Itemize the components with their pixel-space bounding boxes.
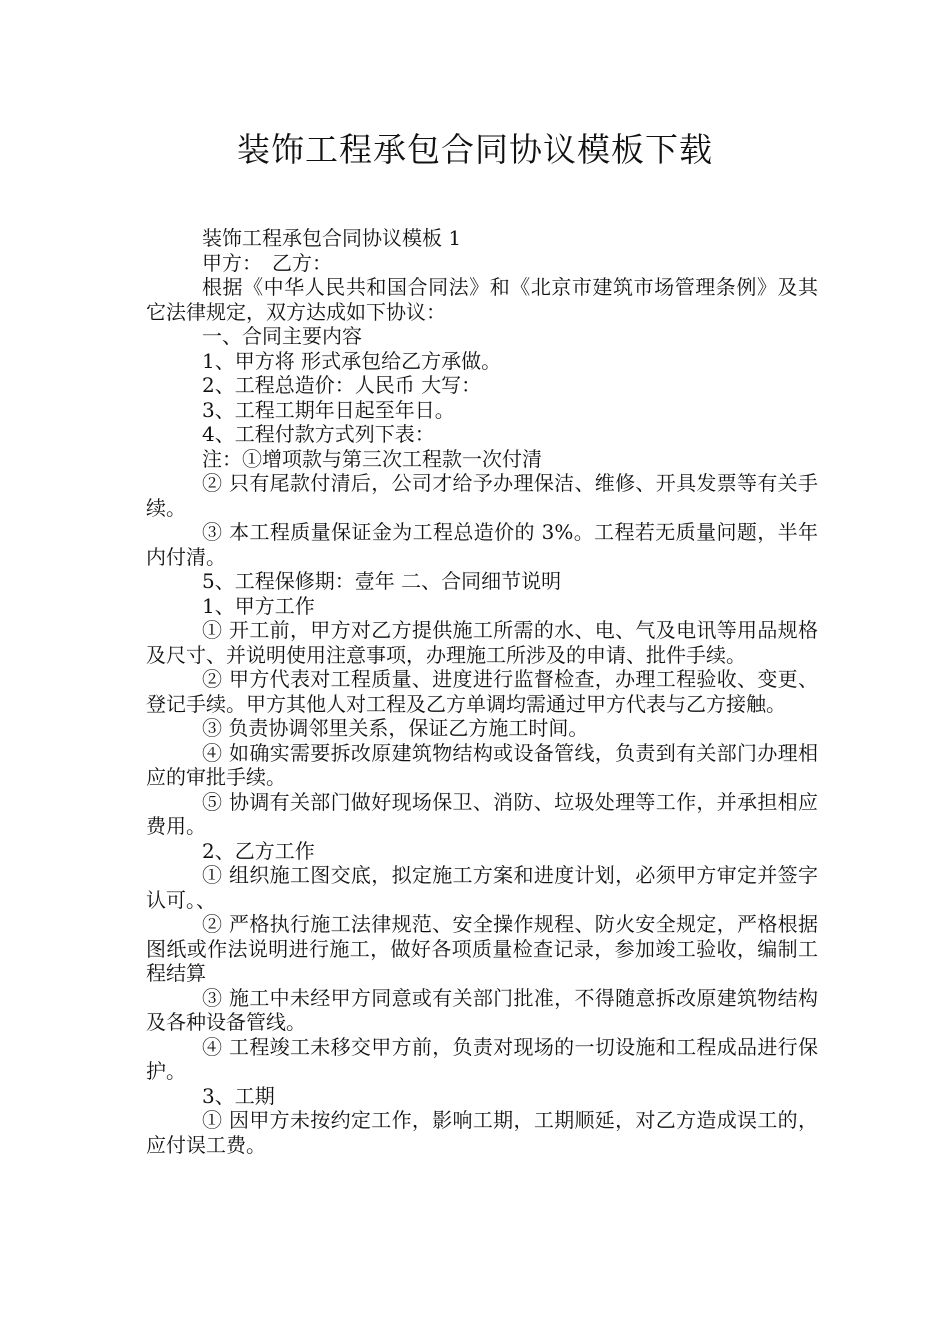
subheading-party-a-work: 1、甲方工作 xyxy=(202,593,315,618)
clause-duration: 3、工程工期年日起至年日。 xyxy=(202,397,455,422)
paragraph-template-heading: 装饰工程承包合同协议模板 1 xyxy=(202,226,462,250)
document-title: 装饰工程承包合同协议模板下载 xyxy=(237,130,713,169)
note-final-payment: ② 只有尾款付清后，公司才给予办理保洁、维修、开具发票等有关手续。 xyxy=(146,471,818,520)
clause-total-price: 2、工程总造价：人民币 大写： xyxy=(202,373,482,397)
note-extra-payment: 注：①增项款与第三次工程款一次付清 xyxy=(202,446,542,471)
party-a-item-5: ⑤ 协调有关部门做好现场保卫、消防、垃圾处理等工作，并承担相应费用。 xyxy=(146,789,818,838)
party-a-item-1: ① 开工前，甲方对乙方提供施工所需的水、电、气及电讯等用品规格及尺寸、并说明使用注意事项，办理施工所涉及的申请、批件手续。 xyxy=(146,618,818,667)
party-b-item-3: ③ 施工中未经甲方同意或有关部门批准，不得随意拆改原建筑物结构及各种设备管线。 xyxy=(146,985,818,1034)
clause-warranty: 5、工程保修期：壹年 二、合同细节说明 xyxy=(202,569,562,593)
subheading-party-b-work: 2、乙方工作 xyxy=(202,838,315,863)
paragraph-parties: 甲方： 乙方： xyxy=(202,250,332,275)
paragraph-legal-basis: 根据《中华人民共和国合同法》和《北京市建筑市场管理条例》及其它法律规定，双方达成如下协议： xyxy=(146,275,818,324)
clause-payment-method: 4、工程付款方式列下表： xyxy=(202,422,435,446)
party-a-item-2: ② 甲方代表对工程质量、进度进行监督检查，办理工程验收、变更、登记手续。甲方其他人对工程及乙方单调均需通过甲方代表与乙方接触。 xyxy=(146,667,818,716)
party-a-item-4: ④ 如确实需要拆改原建筑物结构或设备管线，负责到有关部门办理相应的审批手续。 xyxy=(146,740,818,789)
party-b-item-2: ② 严格执行施工法律规范、安全操作规程、防火安全规定，严格根据图纸或作法说明进行施工，做好各项质量检查记录，参加竣工验收，编制工程结算 xyxy=(146,912,818,985)
section-heading-main-content: 一、合同主要内容 xyxy=(202,324,362,348)
subheading-schedule: 3、工期 xyxy=(202,1083,275,1108)
clause-contract-form: 1、甲方将 形式承包给乙方承做。 xyxy=(202,348,502,373)
document-body xyxy=(146,226,818,1157)
schedule-item-1: ① 因甲方未按约定工作，影响工期，工期顺延，对乙方造成误工的，应付误工费。 xyxy=(146,1108,818,1157)
party-b-item-1: ① 组织施工图交底，拟定施工方案和进度计划，必须甲方审定并签字认可。、 xyxy=(146,863,818,912)
note-quality-deposit: ③ 本工程质量保证金为工程总造价的 3%。工程若无质量问题，半年内付清。 xyxy=(146,520,818,569)
party-b-item-4: ④ 工程竣工未移交甲方前，负责对现场的一切设施和工程成品进行保护。 xyxy=(146,1034,818,1083)
party-a-item-3: ③ 负责协调邻里关系，保证乙方施工时间。 xyxy=(202,716,589,740)
